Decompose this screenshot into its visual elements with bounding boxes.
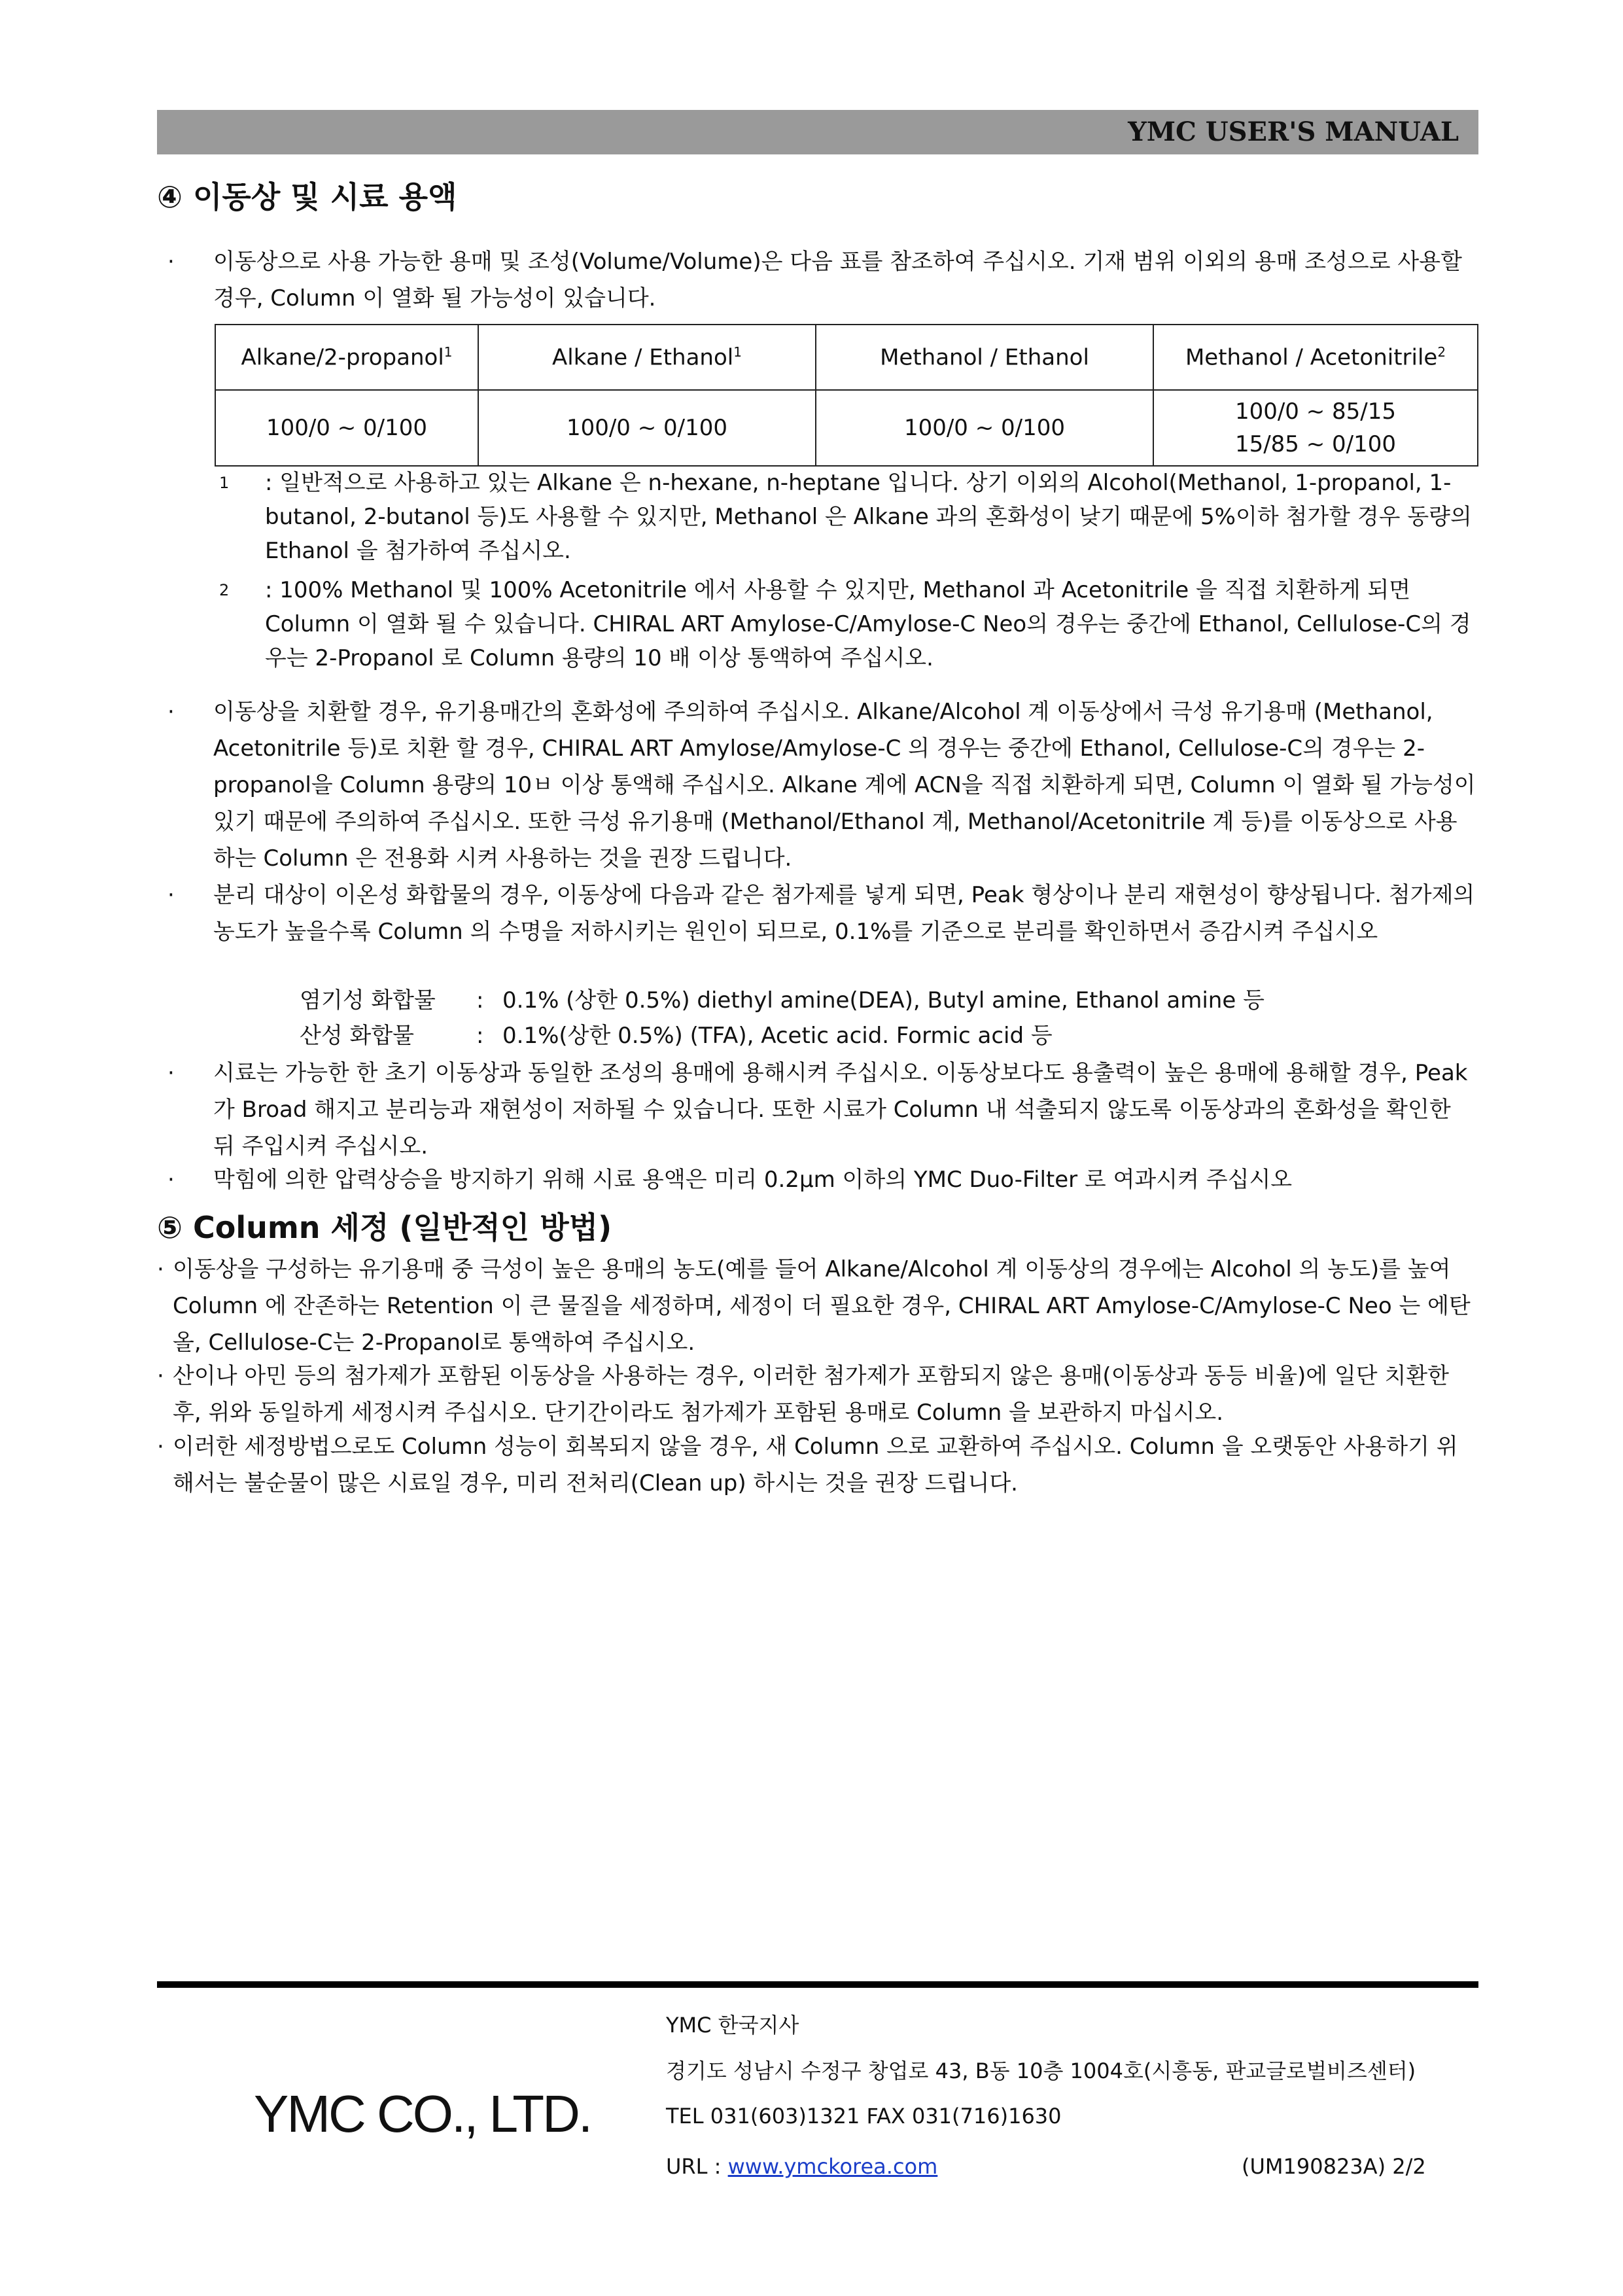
section-5-title: ⑤ Column 세정 (일반적인 방법): [157, 1210, 612, 1245]
website-line: [666, 2154, 937, 2179]
manual-title: YMC USER'S MANUAL: [1128, 116, 1459, 147]
footnote-text: : 일반적으로 사용하고 있는 Alkane 은 n-hexane, n-heptane 입니다. 상기 이외의 Alcohol(Methanol, 1-propanol, 1-butanol, 2-butanol 등)도 사용할 수 있지만, Methanol 은 Alkane 과의 혼화성이 낮기 때문에 5%이하 첨가할 경우 동량의 Ethanol 을 첨가하여 주십시오.: [265, 470, 1472, 564]
website-link[interactable]: www.ymckorea.com: [727, 2154, 938, 2179]
table-cell: 100/0 ~ 0/100: [816, 390, 1153, 466]
phone-fax: TEL 031(603)1321 FAX 031(716)1630: [666, 2104, 1062, 2128]
footnote-mark: 1: [219, 474, 230, 492]
section-5-bullet-1: · 이동상을 구성하는 유기용매 중 극성이 높은 용매의 농도(예를 들어 Alkane/Alcohol 계 이동상의 경우에는 Alcohol 의 농도)를 높여 Column 에 잔존하는 Retention 이 큰 물질을 세정하며, 세정이 더 필요한 경우, CHIRAL ART Amylose-C/Amylose-C Neo 는 에탄올, Cellulose-C는 2-Propanol로 통액하여 주십시오.: [157, 1251, 1478, 1361]
footnote-1: [219, 466, 1478, 568]
section-4-bullet-4: · 시료는 가능한 한 초기 이동상과 동일한 조성의 용매에 용해시켜 주십시오. 이동상보다도 용출력이 높은 용매에 용해할 경우, Peak 가 Broad 해지고 분리능과 재현성이 저하될 수 있습니다. 또한 시료가 Column 내 석출되지 않도록 이동상과의 혼화성을 확인한 뒤 주입시켜 주십시오.: [164, 1055, 1478, 1165]
bullet-text: 산이나 아민 등의 첨가제가 포함된 이동상을 사용하는 경우, 이러한 첨가제가 포함되지 않은 용매(이동상과 동등 비율)에 일단 치환한 후, 위와 동일하게 세정시켜 주십시오. 단기간이라도 첨가제가 포함된 용매로 Column 을 보관하지 마십시오.: [173, 1363, 1449, 1426]
additive-item: 산성 화합물 : 0.1%(상한 0.5%) (TFA), Acetic acid. Formic acid 등: [300, 1023, 1053, 1049]
section-5-bullet-2: · 산이나 아민 등의 첨가제가 포함된 이동상을 사용하는 경우, 이러한 첨가제가 포함되지 않은 용매(이동상과 동등 비율)에 일단 치환한 후, 위와 동일하게 세정시켜 주십시오. 단기간이라도 첨가제가 포함된 용매로 Column 을 보관하지 마십시오.: [157, 1358, 1478, 1431]
footnote-mark: 2: [219, 581, 230, 599]
header-cell: Methanol / Acetonitrile$^2$: [1153, 325, 1478, 390]
section-4-bullet-3: · 분리 대상이 이온성 화합물의 경우, 이동상에 다음과 같은 첨가제를 넣게 되면, Peak 형상이나 분리 재현성이 향상됩니다. 첨가제의 농도가 높을수록 Column 의 수명을 저하시키는 원인이 되므로, 0.1%를 기준으로 분리를 확인하면서 증감시켜 주십시오: [164, 877, 1478, 950]
address: 경기도 성남시 수정구 창업로 43, B동 10층 1004호(시흥동, 판교글로벌비즈센터): [666, 2058, 1416, 2083]
bullet-text: 이동상을 치환할 경우, 유기용매간의 혼화성에 주의하여 주십시오. Alkane/Alcohol 계 이동상에서 극성 유기용매 (Methanol, Acetonitrile 등)로 치환 할 경우, CHIRAL ART Amylose/Amylose-C 의 경우는 중간에 Ethanol, Cellulose-C의 경우는 2-propanol을 Column 용량의 10ㅂ 이상 통액해 주십시오. Alkane 계에 ACN을 직접 치환하게 되면, Column 이 열화 될 가능성이 있기 때문에 주의하여 주십시오. 또한 극성 유기용매 (Methanol/Ethanol 계, Methanol/Acetonitrile 계 등)를 이동상으로 사용하는 Column 은 전용화 시켜 사용하는 것을 권장 드립니다.: [213, 699, 1476, 872]
table-cell: 100/0 ~ 85/15 15/85 ~ 0/100: [1153, 390, 1478, 466]
bullet-text: 시료는 가능한 한 초기 이동상과 동일한 조성의 용매에 용해시켜 주십시오. 이동상보다도 용출력이 높은 용매에 용해할 경우, Peak 가 Broad 해지고 분리능과 재현성이 저하될 수 있습니다. 또한 시료가 Column 내 석출되지 않도록 이동상과의 혼화성을 확인한 뒤 주입시켜 주십시오.: [213, 1060, 1468, 1159]
bullet-text: 분리 대상이 이온성 화합물의 경우, 이동상에 다음과 같은 첨가제를 넣게 되면, Peak 형상이나 분리 재현성이 향상됩니다. 첨가제의 농도가 높을수록 Column 의 수명을 저하시키는 원인이 되므로, 0.1%를 기준으로 분리를 확인하면서 증감시켜 주십시오: [213, 882, 1475, 945]
bullet-text: 이동상을 구성하는 유기용매 중 극성이 높은 용매의 농도(예를 들어 Alkane/Alcohol 계 이동상의 경우에는 Alcohol 의 농도)를 높여 Column 에 잔존하는 Retention 이 큰 물질을 세정하며, 세정이 더 필요한 경우, CHIRAL ART Amylose-C/Amylose-C Neo 는 에탄올, Cellulose-C는 2-Propanol로 통액하여 주십시오.: [173, 1256, 1471, 1356]
url-label: URL :: [666, 2154, 728, 2179]
section-4-title: ④ 이동상 및 시료 용액: [157, 179, 457, 215]
footnote-text: : 100% Methanol 및 100% Acetonitrile 에서 사용할 수 있지만, Methanol 과 Acetonitrile 을 직접 치환하게 되면 Column 이 열화 될 수 있습니다. CHIRAL ART Amylose-C/Amylose-C Neo의 경우는 중간에 Ethanol, Cellulose-C의 경우는 2-Propanol 로 Column 용량의 10 배 이상 통액하여 주십시오.: [265, 577, 1471, 671]
table-cell: 100/0 ~ 0/100: [215, 390, 478, 466]
branch-name: YMC 한국지사: [666, 2013, 799, 2038]
bullet-text: 이러한 세정방법으로도 Column 성능이 회복되지 않을 경우, 새 Column 으로 교환하여 주십시오. Column 을 오랫동안 사용하기 위해서는 불순물이 많은 시료일 경우, 미리 전처리(Clean up) 하시는 것을 권장 드립니다.: [173, 1434, 1458, 1496]
header-cell: Alkane/2-propanol$^1$: [215, 325, 478, 390]
header-cell: Alkane / Ethanol$^1$: [478, 325, 816, 390]
table-cell: 100/0 ~ 0/100: [478, 390, 816, 466]
bullet-text: 막힘에 의한 압력상승을 방지하기 위해 시료 용액은 미리 0.2μm 이하의 YMC Duo-Filter 로 여과시켜 주십시오: [213, 1167, 1293, 1193]
solvent-table: [215, 324, 1478, 467]
solvent-table-header: [215, 325, 1478, 390]
footnote-2: [219, 573, 1478, 675]
additive-list: [300, 983, 1265, 1053]
solvent-table-row: [215, 390, 1478, 466]
additive-item: 염기성 화합물 : 0.1% (상한 0.5%) diethyl amine(DEA), Butyl amine, Ethanol amine 등: [300, 987, 1265, 1014]
section-4-bullet-5: · 막힘에 의한 압력상승을 방지하기 위해 시료 용액은 미리 0.2μm 이하의 YMC Duo-Filter 로 여과시켜 주십시오: [164, 1161, 1478, 1198]
bullet-text: 이동상으로 사용 가능한 용매 및 조성(Volume/Volume)은 다음 표를 참조하여 주십시오. 기재 범위 이외의 용매 조성으로 사용할 경우, Column 이 열화 될 가능성이 있습니다.: [213, 249, 1462, 311]
header-bar: [157, 110, 1478, 154]
footer-divider: [157, 1981, 1478, 1988]
company-logo: YMC CO., LTD.: [254, 2085, 591, 2143]
section-4-bullet-2: · 이동상을 치환할 경우, 유기용매간의 혼화성에 주의하여 주십시오. Alkane/Alcohol 계 이동상에서 극성 유기용매 (Methanol, Acetonitrile 등)로 치환 할 경우, CHIRAL ART Amylose/Amylose-C 의 경우는 중간에 Ethanol, Cellulose-C의 경우는 2-propanol을 Column 용량의 10ㅂ 이상 통액해 주십시오. Alkane 계에 ACN을 직접 치환하게 되면, Column 이 열화 될 가능성이 있기 때문에 주의하여 주십시오. 또한 극성 유기용매 (Methanol/Ethanol 계, Methanol/Acetonitrile 계 등)를 이동상으로 사용하는 Column 은 전용화 시켜 사용하는 것을 권장 드립니다.: [164, 694, 1478, 877]
document-code: (UM190823A) 2/2: [1242, 2154, 1426, 2179]
header-cell: Methanol / Ethanol: [816, 325, 1153, 390]
section-5-bullet-3: · 이러한 세정방법으로도 Column 성능이 회복되지 않을 경우, 새 Column 으로 교환하여 주십시오. Column 을 오랫동안 사용하기 위해서는 불순물이 많은 시료일 경우, 미리 전처리(Clean up) 하시는 것을 권장 드립니다.: [157, 1428, 1478, 1502]
section-4-bullet-1: · 이동상으로 사용 가능한 용매 및 조성(Volume/Volume)은 다음 표를 참조하여 주십시오. 기재 범위 이외의 용매 조성으로 사용할 경우, Column 이 열화 될 가능성이 있습니다.: [164, 243, 1478, 317]
